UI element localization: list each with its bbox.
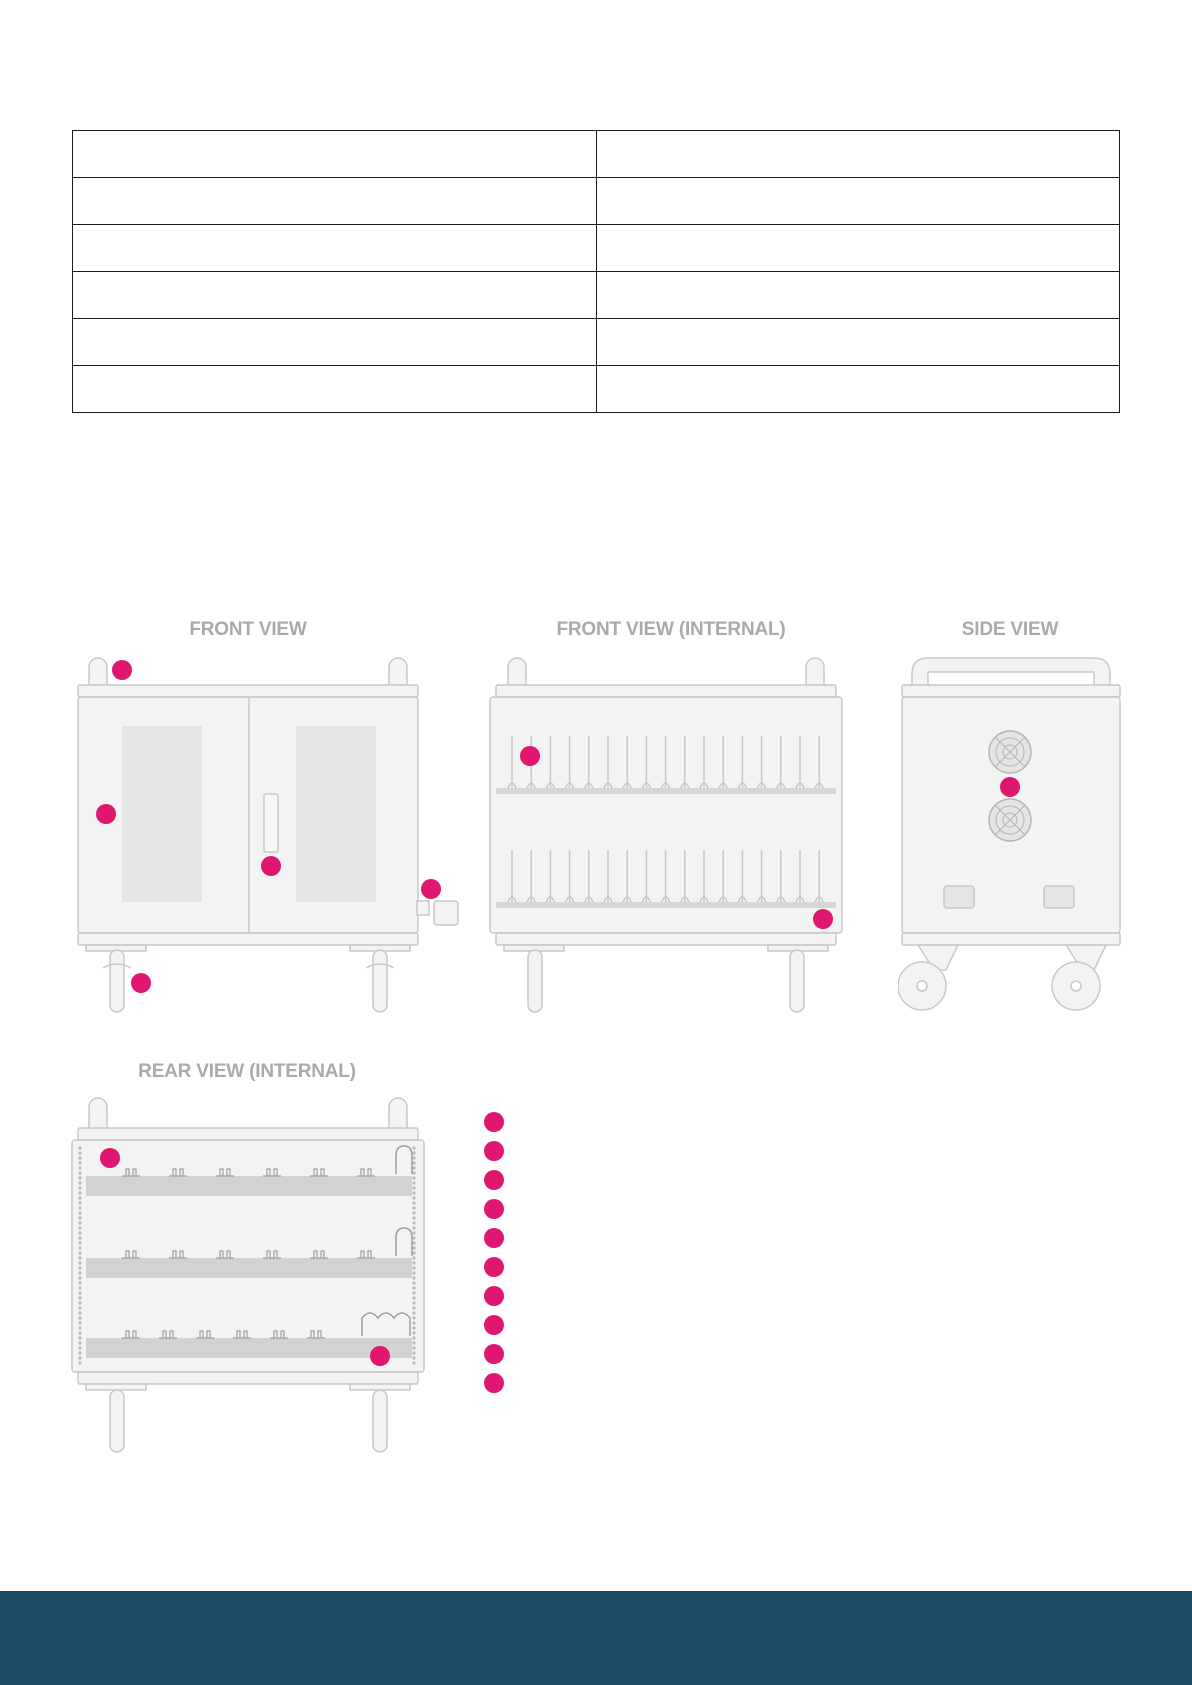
spec-value-cell: [596, 272, 1120, 319]
spec-row: [73, 225, 1120, 272]
marker-dot-icon: [100, 1148, 120, 1168]
legend-item: [484, 1107, 516, 1136]
spec-label-cell: [73, 272, 597, 319]
rear-internal-view-title: REAR VIEW (INTERNAL): [138, 1061, 356, 1082]
marker-dot-icon: [484, 1373, 504, 1393]
spec-value-cell: [596, 225, 1120, 272]
spec-row: [73, 131, 1120, 178]
marker-dot-icon: [484, 1141, 504, 1161]
cart-side-icon: [898, 650, 1128, 1020]
spec-table: [72, 130, 1120, 413]
cart-front-internal-icon: [484, 650, 844, 1020]
legend: [484, 1107, 516, 1397]
spec-value-cell: [596, 319, 1120, 366]
legend-item: [484, 1368, 516, 1397]
legend-item: [484, 1339, 516, 1368]
legend-item: [484, 1223, 516, 1252]
cart-rear-internal-icon: [70, 1090, 450, 1460]
marker-dot-icon: [484, 1315, 504, 1335]
spec-row: [73, 272, 1120, 319]
marker-dot-icon: [484, 1112, 504, 1132]
cart-front-icon: [70, 650, 470, 1020]
spec-row: [73, 178, 1120, 225]
marker-dot-icon: [112, 660, 132, 680]
marker-dot-icon: [261, 856, 281, 876]
marker-dot-icon: [131, 973, 151, 993]
marker-dot-icon: [484, 1228, 504, 1248]
marker-dot-icon: [484, 1170, 504, 1190]
front-internal-view-title: FRONT VIEW (INTERNAL): [556, 619, 786, 640]
legend-item: [484, 1194, 516, 1223]
spec-row: [73, 366, 1120, 413]
spec-value-cell: [596, 366, 1120, 413]
spec-value-cell: [596, 131, 1120, 178]
marker-dot-icon: [484, 1344, 504, 1364]
marker-dot-icon: [813, 909, 833, 929]
spec-label-cell: [73, 225, 597, 272]
spec-label-cell: [73, 131, 597, 178]
legend-item: [484, 1281, 516, 1310]
legend-item: [484, 1165, 516, 1194]
marker-dot-icon: [484, 1257, 504, 1277]
spec-row: [73, 319, 1120, 366]
spec-label-cell: [73, 366, 597, 413]
side-view-title: SIDE VIEW: [961, 619, 1059, 640]
marker-dot-icon: [370, 1346, 390, 1366]
marker-dot-icon: [1000, 777, 1020, 797]
spec-label-cell: [73, 178, 597, 225]
marker-dot-icon: [484, 1286, 504, 1306]
marker-dot-icon: [96, 804, 116, 824]
spec-label-cell: [73, 319, 597, 366]
marker-dot-icon: [421, 879, 441, 899]
legend-item: [484, 1252, 516, 1281]
legend-item: [484, 1310, 516, 1339]
front-view-title: FRONT VIEW: [189, 619, 307, 640]
spec-value-cell: [596, 178, 1120, 225]
footer-band: [0, 1591, 1192, 1685]
marker-dot-icon: [484, 1199, 504, 1219]
marker-dot-icon: [520, 746, 540, 766]
legend-item: [484, 1136, 516, 1165]
